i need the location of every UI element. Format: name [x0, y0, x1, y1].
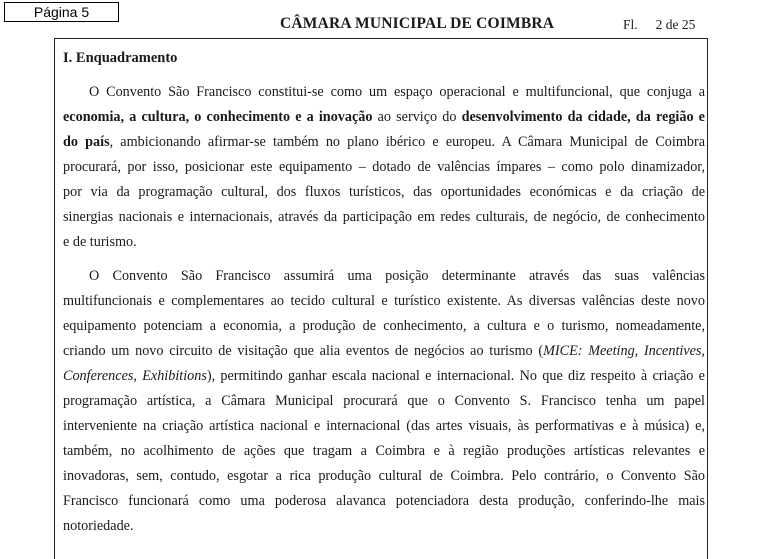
paragraph-1-line-3	[63, 132, 705, 152]
bold-phrase: do país	[63, 134, 110, 150]
paragraph-2-line-4	[63, 341, 705, 361]
paragraph-1-line-5: por via da programação cultural, dos fluxos turísticos, das oportunidades económicas e da criação de	[63, 184, 705, 200]
text-run: , ambicionando afirmar-se também no plano ibérico e europeu. A Câmara Municipal de Coimbra	[109, 134, 705, 150]
paragraph-2-line-7: interveniente na criação artística nacional e internacional (das artes visuais, às performativas e à música) e,	[63, 418, 705, 434]
paragraph-2-line-10: Francisco funcionará como uma poderosa alavanca potenciadora desta produção, conferindo-lhe mais	[63, 493, 705, 509]
paragraph-2-line-1: O Convento São Francisco assumirá uma posição determinante através das suas valências	[89, 268, 705, 284]
paragraph-2-line-8: também, no acolhimento de ações que tragam a Coimbra e à região produções artísticas relevantes e	[63, 443, 705, 459]
section-title: I. Enquadramento	[63, 50, 178, 66]
paragraph-1-line-6: sinergias nacionais e internacionais, através da participação em redes culturais, de negócio, de conhecimento	[63, 209, 705, 225]
bold-phrase: desenvolvimento da cidade, da região e	[461, 109, 705, 125]
page-number-label: Página 5	[4, 2, 119, 22]
folio-prefix: Fl.	[623, 17, 638, 32]
text-run: criando um novo circuito de visitação que alia eventos de negócios ao turismo (	[63, 343, 544, 359]
paragraph-2-line-6: programação artística, a Câmara Municipal procurará que o Convento S. Francisco tenha um papel	[63, 393, 705, 409]
paragraph-1-line-4: procurará, por isso, posicionar este equipamento – dotado de valências ímpares – como polo dinamizador,	[63, 159, 705, 175]
paragraph-2-line-11: notoriedade.	[63, 518, 134, 534]
paragraph-2-line-9: inovadoras, sem, contudo, esgotar a rica produção cultural de Coimbra. Pelo contrário, o Convento São	[63, 468, 705, 484]
paragraph-1-line-1: O Convento São Francisco constitui-se como um espaço operacional e multifuncional, que conjuga a	[89, 84, 705, 100]
paragraph-2-line-3: equipamento potenciam a economia, a produção de conhecimento, a cultura e o turismo, nomeadamente,	[63, 318, 705, 334]
paragraph-1-line-2	[63, 107, 705, 127]
paragraph-2-line-2: multifuncionais e complementares ao tecido cultural e turístico existente. As diversas valências deste novo	[63, 293, 705, 309]
paragraph-2-line-5	[63, 366, 705, 386]
text-run: ao serviço do	[372, 109, 462, 125]
bold-phrase: economia, a cultura, o conhecimento e a inovação	[63, 109, 373, 125]
italic-phrase: MICE: Meeting, Incentives,	[543, 343, 705, 359]
folio-number: 2 de 25	[655, 17, 696, 32]
folio-indicator	[623, 17, 695, 33]
text-run: ), permitindo ganhar escala nacional e internacional. No que diz respeito à criação e	[206, 368, 705, 384]
paragraph-1-line-7: e de turismo.	[63, 234, 137, 250]
document-header-title: CÂMARA MUNICIPAL DE COIMBRA	[280, 15, 555, 32]
italic-phrase: Conferences, Exhibitions	[63, 368, 207, 384]
